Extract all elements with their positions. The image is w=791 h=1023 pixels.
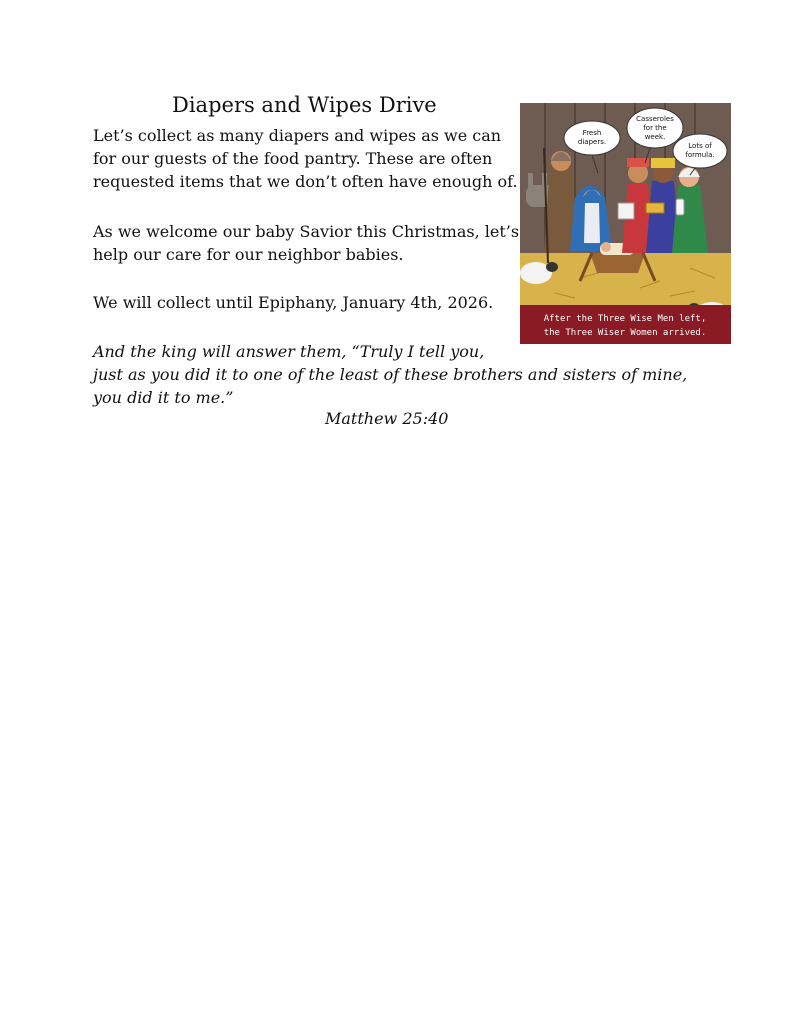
bubble-text: diapers. [577, 138, 607, 146]
quote-line: you did it to me.” [93, 388, 234, 407]
scripture-quote [93, 340, 687, 409]
text-line: requested items that we don’t often have enough of. [93, 172, 518, 191]
quote-line: And the king will answer them, “Truly I tell you, [93, 342, 485, 361]
caption-line: After the Three Wise Men left, [543, 314, 707, 324]
page-title: Diapers and Wipes Drive [172, 93, 437, 117]
bubble-text: Casseroles [636, 115, 674, 123]
text-line: As we welcome our baby Savior this Christmas, let’s [93, 222, 520, 241]
intro-paragraph [93, 124, 518, 193]
text-line: for our guests of the food pantry. These are often [93, 149, 493, 168]
nativity-cartoon [520, 103, 731, 344]
bubble-text: formula. [685, 151, 715, 159]
christmas-paragraph [93, 220, 519, 266]
text-line: Let’s collect as many diapers and wipes as we can [93, 126, 502, 145]
caption-line: the Three Wiser Women arrived. [543, 328, 707, 338]
scripture-reference: Matthew 25:40 [325, 409, 449, 428]
text-line: We will collect until Epiphany, January 4th, 2026. [93, 293, 494, 312]
date-paragraph [93, 291, 493, 314]
quote-line: just as you did it to one of the least of these brothers and sisters of mine, [93, 365, 688, 384]
caption-band [520, 305, 731, 344]
bubble-text: for the [643, 124, 667, 132]
bubble-text: Lots of [688, 142, 712, 150]
text-line: help our care for our neighbor babies. [93, 245, 404, 264]
bubble-text: Fresh [582, 129, 602, 137]
bubble-text: week. [644, 133, 666, 141]
